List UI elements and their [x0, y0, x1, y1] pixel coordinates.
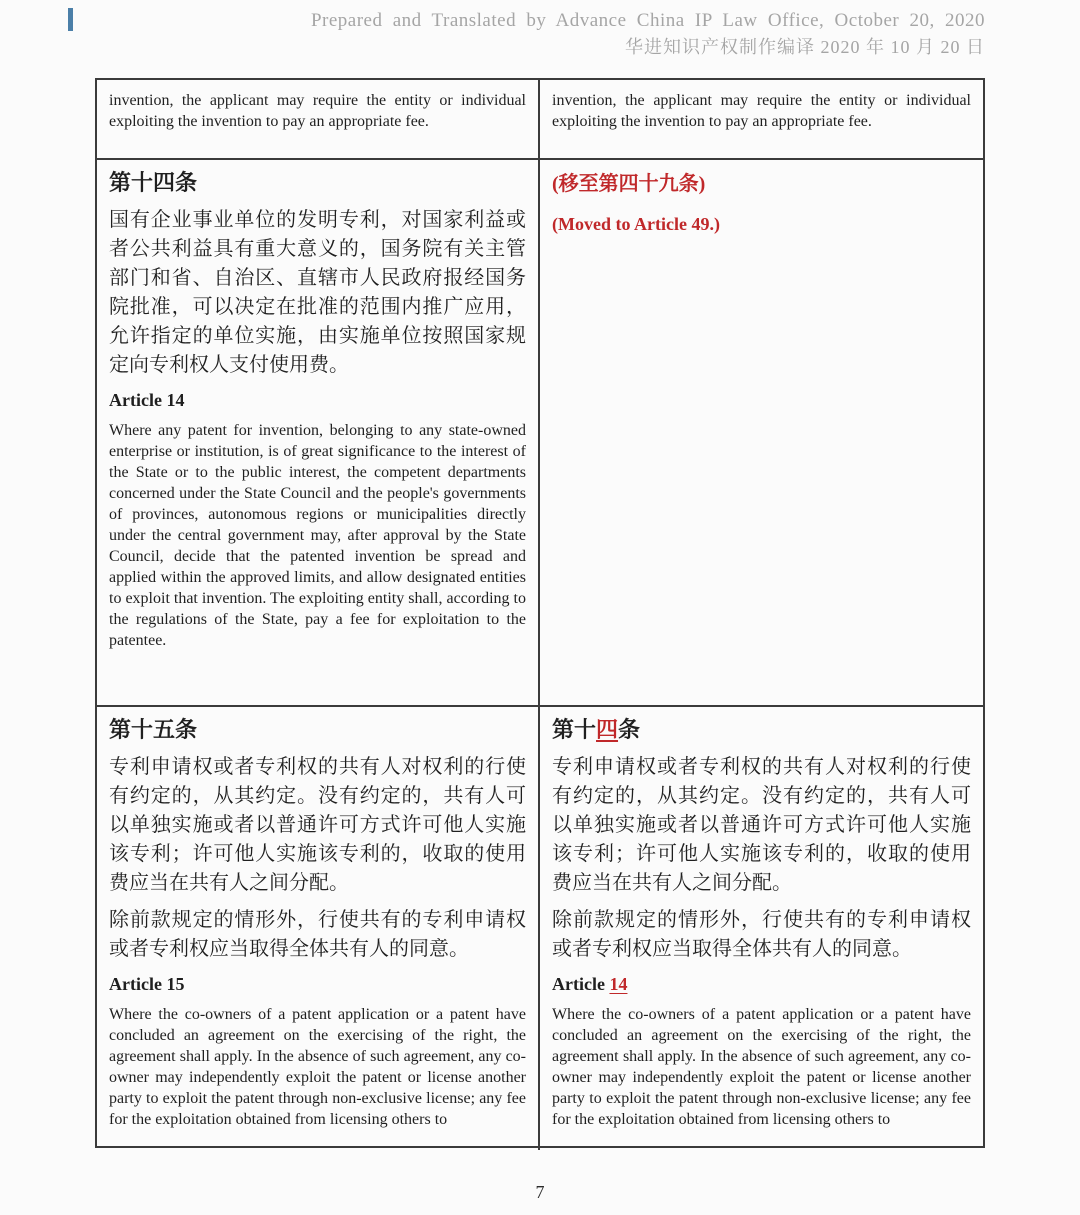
cell-old-article-15 [97, 707, 540, 1150]
article-heading-chinese [552, 715, 971, 745]
paragraph-chinese: 除前款规定的情形外，行使共有的专利申请权或者专利权应当取得全体共有人的同意。 [552, 909, 971, 960]
paragraph-chinese: 国有企业事业单位的发明专利，对国家利益或者公共利益具有重大意义的，国务院有关主管部门和省、自治区、直辖市人民政府报经国务院批准，可以决定在批准的范围内推广应用，允许指定的单位实施，由实施单位按照国家规定向专利权人支付使用费。 [109, 209, 526, 376]
page-number: 7 [535, 1182, 545, 1202]
paragraph-english: Where any patent for invention, belonging to any state-owned enterprise or institution, is of great significance to the interest of the State or to the public interest, the competent departments concerned under the State Council and the people's governments of provinces, autonomous regions or municipalities directly under the central government may, after approval by the State Council, decide that the patented invention be spread and applied within the approved limits, and allow designated entities to exploit that invention. The exploiting entity shall, according to the regulations of the State, pay a fee for exploitation to the patentee. [109, 422, 526, 649]
header-line-chinese: 华进知识产权制作编译 2020 年 10 月 20 日 [625, 37, 985, 57]
paragraph-english: invention, the applicant may require the entity or individual exploiting the invention to pay an appropriate fee. [552, 92, 971, 130]
heading-text: 条 [618, 717, 641, 742]
article-heading-english: Article 14 [109, 390, 185, 410]
cell-old-law-continuation [97, 80, 540, 160]
paragraph-english: Where the co-owners of a patent application or a patent have concluded an agreement on the exercising of the right, the agreement shall apply. In the absence of such agreement, any co-owner may independently exploit the patent or license another party to exploit the patent through non-exclusive license; any fee for the exploitation obtained from licensing others to [109, 1006, 526, 1128]
header-line-english: Prepared and Translated by Advance China IP Law Office, October 20, 2020 [310, 10, 985, 31]
paragraph-english: Where the co-owners of a patent application or a patent have concluded an agreement on the exercising of the right, the agreement shall apply. In the absence of such agreement, any co-owner may independently exploit the patent or license another party to exploit the patent through non-exclusive license; any fee for the exploitation obtained from licensing others to [552, 1006, 971, 1128]
heading-text: 第十 [552, 717, 597, 742]
blue-marker-bar [68, 8, 73, 31]
article-heading-english: Article 15 [109, 974, 185, 994]
cell-amended-article-14 [540, 707, 983, 1150]
moved-note-english: (Moved to Article 49.) [552, 214, 720, 234]
page-header [311, 8, 985, 60]
changed-character: 四 [596, 717, 619, 742]
article-heading-chinese: 第十四条 [109, 170, 198, 195]
law-comparison-table [95, 78, 985, 1148]
paragraph-chinese: 除前款规定的情形外，行使共有的专利申请权或者专利权应当取得全体共有人的同意。 [109, 909, 526, 960]
article-heading-chinese: 第十五条 [109, 717, 198, 742]
article-heading-english [552, 972, 971, 996]
paragraph-chinese: 专利申请权或者专利权的共有人对权利的行使有约定的，从其约定。没有约定的，共有人可以单独实施或者以普通许可方式许可他人实施该专利；许可他人实施该专利的，收取的使用费应当在共有人之间分配。 [109, 756, 526, 894]
cell-old-article-14 [97, 160, 540, 707]
cell-amended-law-continuation [540, 80, 983, 160]
heading-text: Article [552, 974, 610, 994]
moved-note-chinese: (移至第四十九条) [552, 173, 706, 195]
cell-amended-article-14-moved [540, 160, 983, 707]
paragraph-english: invention, the applicant may require the entity or individual exploiting the invention to pay an appropriate fee. [109, 92, 526, 130]
paragraph-chinese: 专利申请权或者专利权的共有人对权利的行使有约定的，从其约定。没有约定的，共有人可以单独实施或者以普通许可方式许可他人实施该专利；许可他人实施该专利的，收取的使用费应当在共有人之间分配。 [552, 756, 971, 894]
changed-number: 14 [609, 974, 628, 994]
